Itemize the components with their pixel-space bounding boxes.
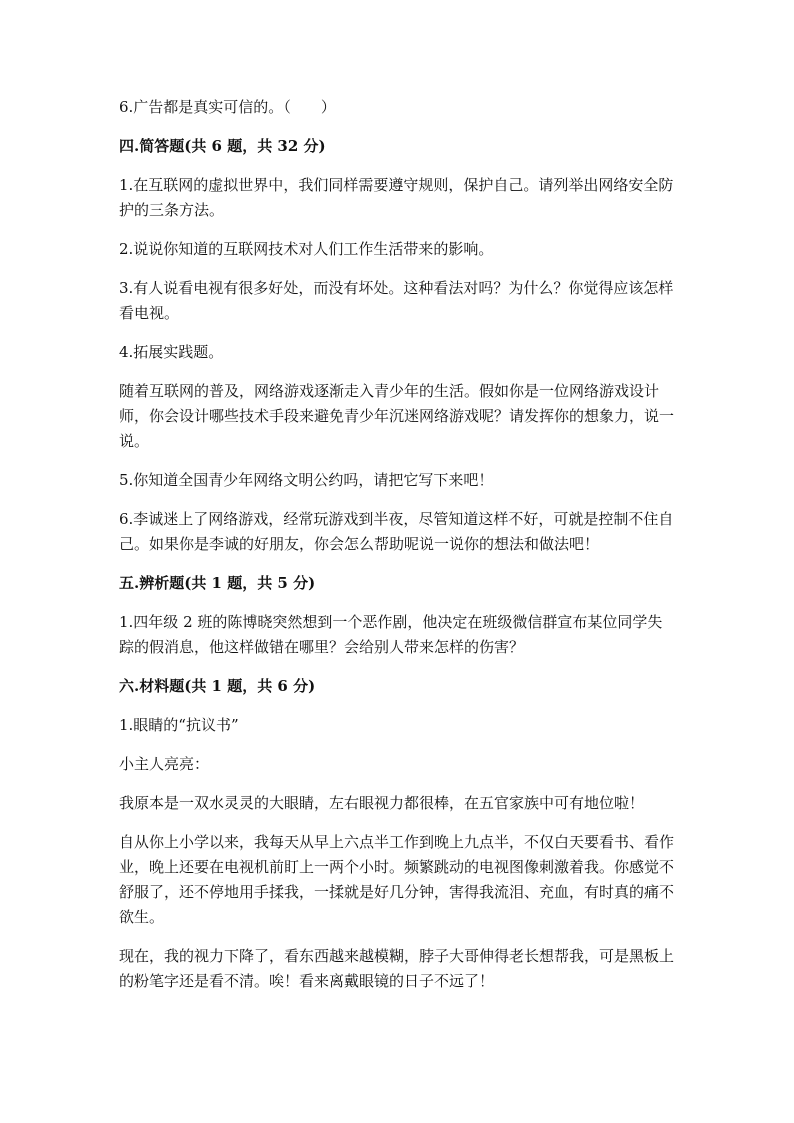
question-5-convention: 5.你知道全国青少年网络文明公约吗，请把它写下来吧！: [119, 471, 494, 489]
analysis-question-1: 1.四年级 2 班的陈博晓突然想到一个恶作剧，他决定在班级微信群宣布某位同学失踪的假消息，他这样做错在哪里？会给别人带来怎样的伤害？: [119, 613, 663, 656]
material-paragraph-1: 我原本是一双水灵灵的大眼睛，左右眼视力都很棒，在五官家族中可有地位啦！: [119, 794, 645, 812]
question-6-true-false: 6.广告都是真实可信的。（ ）: [119, 98, 336, 116]
section-heading-short-answer: 四.简答题(共 6 题，共 32 分): [119, 137, 326, 155]
question-1-network-safety: 1.在互联网的虚拟世界中，我们同样需要遵守规则，保护自己。请列举出网络安全防护的三条方法。: [119, 176, 674, 219]
material-paragraph-3: 现在，我的视力下降了，看东西越来越模糊，脖子大哥伸得老长想帮我，可是黑板上的粉笔字还是看不清。唉！看来离戴眼镜的日子不远了！: [119, 947, 675, 990]
question-2-internet-impact: 2.说说你知道的互联网技术对人们工作生活带来的影响。: [119, 240, 494, 258]
question-4-body: 随着互联网的普及，网络游戏逐渐走入青少年的生活。假如你是一位网络游戏设计师，你会设计哪些技术手段来避免青少年沉迷网络游戏呢？请发挥你的想象力，说一说。: [119, 382, 675, 450]
material-question-1-title: 1.眼睛的“抗议书”: [119, 716, 239, 734]
question-3-watching-tv: 3.有人说看电视有很多好处，而没有坏处。这种看法对吗？为什么？你觉得应该怎样看电视。: [119, 279, 674, 322]
material-paragraph-2: 自从你上小学以来，我每天从早上六点半工作到晚上九点半，不仅白天要看书、看作业，晚上还要在电视机前盯上一两个小时。频繁跳动的电视图像刺激着我。你感觉不舒服了，还不停地用手揉我，一揉就是好几分钟，害得我流泪、充血，有时真的痛不欲生。: [119, 833, 675, 926]
section-heading-analysis: 五.辨析题(共 1 题，共 5 分): [119, 574, 316, 592]
material-salutation: 小主人亮亮：: [119, 755, 210, 773]
section-heading-material: 六.材料题(共 1 题，共 6 分): [119, 677, 316, 695]
question-6-online-games: 6.李诚迷上了网络游戏，经常玩游戏到半夜，尽管知道这样不好，可就是控制不住自己。如果你是李诚的好朋友，你会怎么帮助呢说一说你的想法和做法吧！: [119, 510, 674, 553]
question-4-practice: 4.拓展实践题。: [119, 343, 224, 361]
document-page: [119, 95, 677, 1008]
